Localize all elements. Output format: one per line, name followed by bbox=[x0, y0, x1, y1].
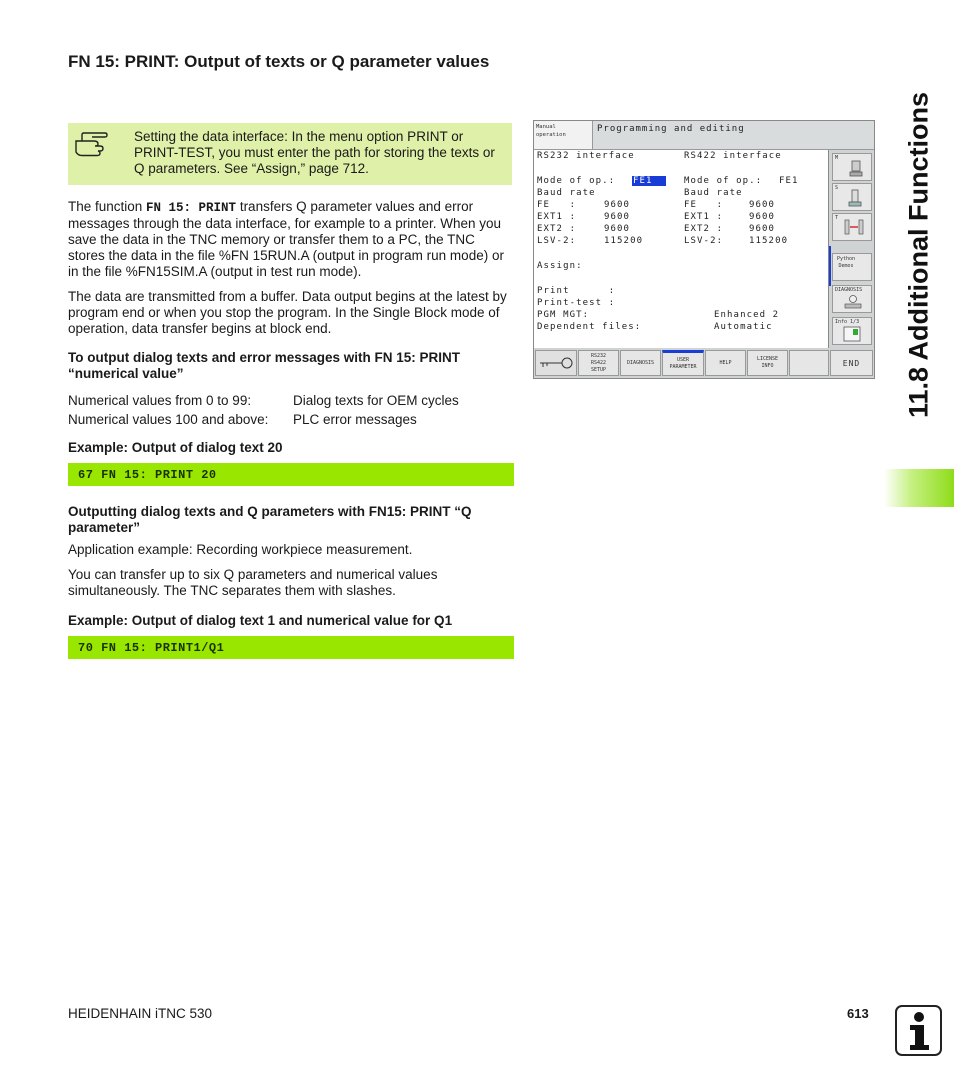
pgm-mgt-value[interactable]: Enhanced 2 bbox=[714, 310, 780, 320]
pgm-mgt-label: PGM MGT: bbox=[537, 310, 590, 320]
key-icon-softkey[interactable] bbox=[535, 350, 577, 376]
key-icon bbox=[538, 356, 574, 370]
spindle-icon bbox=[847, 189, 863, 209]
active-indicator bbox=[829, 246, 831, 286]
softkey-info-label: Info 1/3 bbox=[835, 319, 860, 325]
baud-row-422[interactable]: 9600 bbox=[749, 224, 776, 234]
code-line-1: 67 FN 15: PRINT 20 bbox=[78, 468, 217, 482]
softkey-license-info[interactable]: LICENSE INFO bbox=[747, 350, 788, 376]
screen-side-softkeys bbox=[830, 150, 874, 348]
pointing-hand-icon bbox=[74, 131, 108, 162]
note-text: Setting the data interface: In the menu option PRINT or PRINT-TEST, you must enter the path for storing the texts or Q parameters. See “Assign,” page 712. bbox=[134, 129, 495, 176]
note-box bbox=[68, 123, 512, 185]
baud-row-label: LSV-2: bbox=[684, 236, 724, 246]
example-title-1: Example: Output of dialog text 20 bbox=[68, 440, 283, 455]
rs422-mode-label: Mode of op.: bbox=[684, 176, 763, 186]
rs422-baud-label: Baud rate bbox=[684, 188, 743, 198]
row-label-2: Numerical values 100 and above: bbox=[68, 412, 269, 427]
machine-icon bbox=[849, 160, 863, 178]
page-number: 613 bbox=[847, 1006, 869, 1021]
softkey-s[interactable] bbox=[832, 183, 872, 211]
screen-mode-right bbox=[593, 121, 874, 150]
softkey-end[interactable]: END bbox=[830, 350, 873, 376]
rs422-mode-field[interactable]: FE1 bbox=[779, 176, 799, 186]
baud-row-label: EXT2 : bbox=[684, 224, 724, 234]
baud-row-232[interactable]: 9600 bbox=[604, 212, 631, 222]
softkey-python-demos[interactable] bbox=[832, 253, 872, 281]
footer-product: HEIDENHAIN iTNC 530 bbox=[68, 1006, 213, 1021]
softkey-user-parameter[interactable]: USER PARAMETER bbox=[662, 350, 704, 376]
screen-mode-right-text: Programming and editing bbox=[597, 124, 745, 134]
side-section-title bbox=[884, 50, 954, 460]
rs232-mode-field[interactable]: FE1 bbox=[632, 176, 666, 186]
subheading-q-parameter: Outputting dialog texts and Q parameters with FN15: PRINT “Q parameter” bbox=[68, 504, 472, 535]
para-code: FN 15: PRINT bbox=[146, 201, 237, 215]
baud-row-422[interactable]: 9600 bbox=[749, 212, 776, 222]
screen-main-area bbox=[534, 150, 829, 348]
row-value-2: PLC error messages bbox=[293, 412, 417, 427]
baud-row-label: FE : bbox=[537, 200, 577, 210]
dependent-files-label: Dependent files: bbox=[537, 322, 642, 332]
softkey-rs232-setup[interactable]: RS232 RS422 SETUP bbox=[578, 350, 619, 376]
softkey-m[interactable] bbox=[832, 153, 872, 181]
subheading-numerical-value: To output dialog texts and error messages with FN 15: PRINT “numerical value” bbox=[68, 350, 461, 381]
para-pre: The function bbox=[68, 199, 147, 214]
baud-row-232[interactable]: 9600 bbox=[604, 224, 631, 234]
para-post: transfers Q parameter values and error messages through the data interface, for example to a printer. When you save the data in the TNC memory or transfer them to a PC, the TNC stores the data in the file %FN 15RUN.A (output in program run mode) or in the file %FN15SIM.A (output in test run mode). bbox=[68, 199, 504, 279]
code-line-2: 70 FN 15: PRINT1/Q1 bbox=[78, 641, 225, 655]
softkey-s-label: S bbox=[835, 185, 839, 191]
tool-icon bbox=[841, 218, 869, 238]
print-label[interactable]: Print : bbox=[537, 286, 616, 296]
rs232-title: RS232 interface bbox=[537, 151, 635, 161]
softkey-t[interactable] bbox=[832, 213, 872, 241]
baud-row-422[interactable]: 115200 bbox=[749, 236, 789, 246]
paragraph-application: Application example: Recording workpiece measurement. bbox=[68, 542, 413, 557]
rs232-mode-label: Mode of op.: bbox=[537, 176, 616, 186]
screen-bottom-softkeys bbox=[534, 349, 874, 378]
baud-row-label: LSV-2: bbox=[537, 236, 577, 246]
baud-row-232[interactable]: 115200 bbox=[604, 236, 644, 246]
info-icon bbox=[895, 1005, 942, 1056]
screen-mode-left-text: Manual operation bbox=[536, 124, 566, 138]
softkey-info[interactable] bbox=[832, 317, 872, 345]
dependent-files-value[interactable]: Automatic bbox=[714, 322, 773, 332]
paragraph-six-params: You can transfer up to six Q parameters and numerical values simultaneously. The TNC separates them with slashes. bbox=[68, 567, 438, 598]
baud-row-label: EXT1 : bbox=[684, 212, 724, 222]
paragraph-function bbox=[68, 199, 512, 280]
softkey-diagnosis-label: DIAGNOSIS bbox=[835, 287, 863, 293]
softkey-empty[interactable] bbox=[789, 350, 829, 376]
baud-row-422[interactable]: 9600 bbox=[749, 200, 776, 210]
rs232-baud-label: Baud rate bbox=[537, 188, 596, 198]
screen-mode-left bbox=[534, 121, 593, 150]
assign-label: Assign: bbox=[537, 261, 583, 271]
baud-row-label: FE : bbox=[684, 200, 724, 210]
print-test-label[interactable]: Print-test : bbox=[537, 298, 616, 308]
row-label-1: Numerical values from 0 to 99: bbox=[68, 393, 252, 408]
softkey-t-label: T bbox=[835, 215, 839, 221]
baud-row-232[interactable]: 9600 bbox=[604, 200, 631, 210]
baud-row-label: EXT1 : bbox=[537, 212, 577, 222]
softkey-m-label: M bbox=[835, 155, 839, 161]
softkey-diagnosis-bottom[interactable]: DIAGNOSIS bbox=[620, 350, 661, 376]
softkey-help[interactable]: HELP bbox=[705, 350, 746, 376]
chapter-tab bbox=[884, 469, 954, 507]
paragraph-buffer: The data are transmitted from a buffer. Data output begins at the latest by program end or when you stop the program. In the Single Block mode of operation, data transfer begins at block end. bbox=[68, 289, 507, 336]
row-value-1: Dialog texts for OEM cycles bbox=[293, 393, 459, 408]
code-block-2 bbox=[68, 636, 514, 659]
info-panel-icon bbox=[843, 326, 861, 342]
baud-row-label: EXT2 : bbox=[537, 224, 577, 234]
rs422-title: RS422 interface bbox=[684, 151, 782, 161]
softkey-python-label: Python Demos bbox=[837, 256, 856, 269]
tnc-screenshot bbox=[533, 120, 875, 379]
softkey-diagnosis[interactable] bbox=[832, 285, 872, 313]
code-block-1 bbox=[68, 463, 514, 486]
side-section-title-text: 11.8 Additional Functions bbox=[903, 91, 934, 419]
example-title-2: Example: Output of dialog text 1 and numerical value for Q1 bbox=[68, 613, 453, 628]
lamp-icon bbox=[843, 294, 863, 310]
section-heading: FN 15: PRINT: Output of texts or Q parameter values bbox=[68, 52, 490, 71]
